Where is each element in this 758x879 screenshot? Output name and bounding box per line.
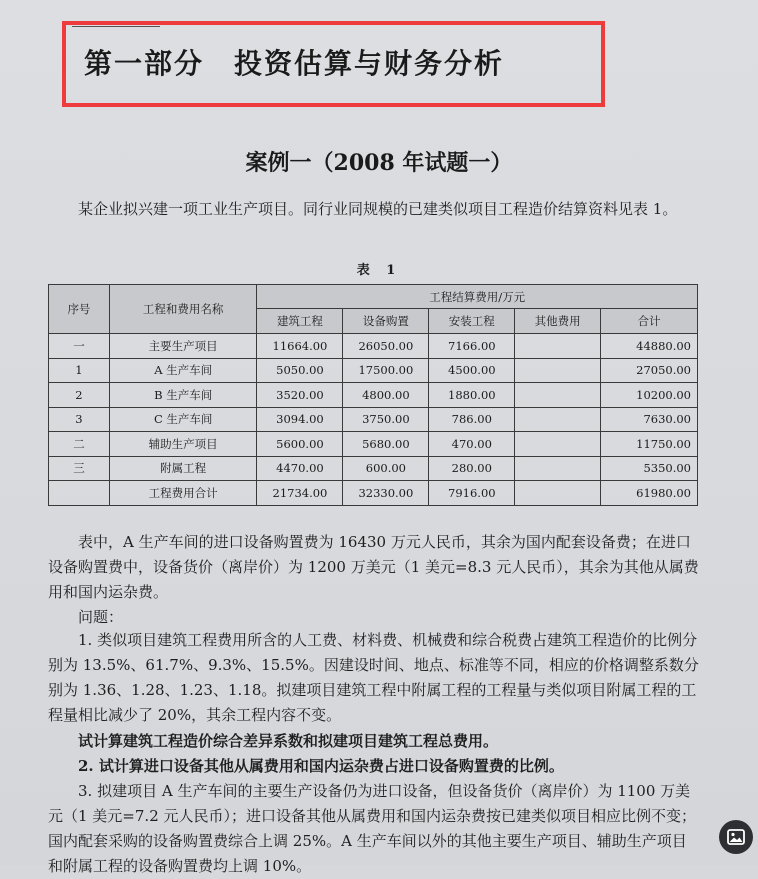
cell-total: 5350.00 — [601, 456, 698, 481]
question-1-task: 试计算建筑工程造价综合差异系数和拟建项目建筑工程总费用。 — [78, 732, 499, 750]
table-row — [49, 383, 698, 408]
cell-equipment: 26050.00 — [343, 334, 429, 359]
cell-name: C 生产车间 — [109, 407, 257, 432]
part-title: 第一部分 投资估算与财务分析 — [84, 47, 505, 80]
cell-install: 786.00 — [429, 407, 515, 432]
cell-name: 辅助生产项目 — [109, 432, 257, 457]
question-3: 3. 拟建项目 A 生产车间的主要生产设备仍为进口设备，但设备货价（离岸价）为 1100 万美元（1 美元=7.2 元人民币）；进口设备其他从属费用和国内运杂费按已建类似项目相应比例不变；国内配套采购的设备购置费综合上调 25%。A 生产车间以外的其他主要生产项目、辅助生产项目和附属工程的设备购置费均上调 10%。 — [48, 782, 697, 875]
cell-other — [515, 334, 601, 359]
cell-total: 61980.00 — [601, 481, 698, 506]
cell-equipment: 3750.00 — [343, 407, 429, 432]
header-seq: 序号 — [49, 285, 110, 334]
cell-equipment: 4800.00 — [343, 383, 429, 408]
cell-equipment: 600.00 — [343, 456, 429, 481]
table-row — [49, 334, 698, 359]
cell-install: 280.00 — [429, 456, 515, 481]
cell-install: 4500.00 — [429, 358, 515, 383]
header-building: 建筑工程 — [257, 309, 343, 334]
table-caption: 表 1 — [356, 263, 402, 278]
cell-seq: 一 — [49, 334, 110, 359]
cell-building: 5600.00 — [257, 432, 343, 457]
cell-building: 11664.00 — [257, 334, 343, 359]
table-row — [49, 456, 698, 481]
cell-other — [515, 432, 601, 457]
cell-name: 附属工程 — [109, 456, 257, 481]
image-view-button[interactable] — [719, 820, 753, 854]
cell-other — [515, 481, 601, 506]
cell-install: 7166.00 — [429, 334, 515, 359]
table-row — [49, 432, 698, 457]
cell-name: B 生产车间 — [109, 383, 257, 408]
header-total: 合计 — [601, 309, 698, 334]
cell-name: 主要生产项目 — [109, 334, 257, 359]
cell-name: 工程费用合计 — [109, 481, 257, 506]
cell-total: 27050.00 — [601, 358, 698, 383]
cell-seq: 二 — [49, 432, 110, 457]
intro-paragraph: 某企业拟兴建一项工业生产项目。同行业同规模的已建类似项目工程造价结算资料见表 1。 — [78, 200, 678, 218]
cell-building: 4470.00 — [257, 456, 343, 481]
table-row — [49, 407, 698, 432]
cell-other — [515, 407, 601, 432]
cell-seq: 2 — [49, 383, 110, 408]
cell-other — [515, 358, 601, 383]
cell-install: 1880.00 — [429, 383, 515, 408]
cell-total: 44880.00 — [601, 334, 698, 359]
paragraph-imported-equipment: 表中，A 生产车间的进口设备购置费为 16430 万元人民币，其余为国内配套设备费；在进口设备购置费中，设备货价（离岸价）为 1200 万美元（1 美元=8.3 元人民币），其余为其他从属费用和国内运杂费。 — [48, 533, 699, 601]
cell-seq: 1 — [49, 358, 110, 383]
cell-seq: 三 — [49, 456, 110, 481]
header-group: 工程结算费用/万元 — [257, 285, 698, 309]
cell-install: 470.00 — [429, 432, 515, 457]
table-row — [49, 481, 698, 506]
questions-label: 问题： — [78, 608, 124, 626]
cell-other — [515, 456, 601, 481]
case-title: 案例一（2008 年试题一） — [245, 150, 513, 176]
header-install: 安装工程 — [429, 309, 515, 334]
cell-equipment: 32330.00 — [343, 481, 429, 506]
question-2: 2. 试计算进口设备其他从属费用和国内运杂费占进口设备购置费的比例。 — [78, 757, 564, 775]
question-1: 1. 类似项目建筑工程费用所含的人工费、材料费、机械费和综合税费占建筑工程造价的比例分别为 13.5%、61.7%、9.3%、15.5%。因建设时间、地点、标准等不同，相应的价格调整系数分别为 1.36、1.28、1.23、1.18。拟建项目建筑工程中附属工程的工程量与类似项目附属工程的工程量相比减少了 20%，其余工程内容不变。 — [48, 631, 699, 724]
cell-building: 3520.00 — [257, 383, 343, 408]
table-row — [49, 358, 698, 383]
cost-table — [48, 284, 698, 506]
header-name: 工程和费用名称 — [109, 285, 257, 334]
cell-equipment: 5680.00 — [343, 432, 429, 457]
cell-building: 21734.00 — [257, 481, 343, 506]
cell-name: A 生产车间 — [109, 358, 257, 383]
cell-total: 11750.00 — [601, 432, 698, 457]
image-icon — [727, 829, 745, 845]
header-equipment: 设备购置 — [343, 309, 429, 334]
cell-total: 10200.00 — [601, 383, 698, 408]
cell-total: 7630.00 — [601, 407, 698, 432]
cell-building: 5050.00 — [257, 358, 343, 383]
cell-seq — [49, 481, 110, 506]
cell-building: 3094.00 — [257, 407, 343, 432]
cell-seq: 3 — [49, 407, 110, 432]
cell-install: 7916.00 — [429, 481, 515, 506]
cell-equipment: 17500.00 — [343, 358, 429, 383]
cell-other — [515, 383, 601, 408]
header-other: 其他费用 — [515, 309, 601, 334]
